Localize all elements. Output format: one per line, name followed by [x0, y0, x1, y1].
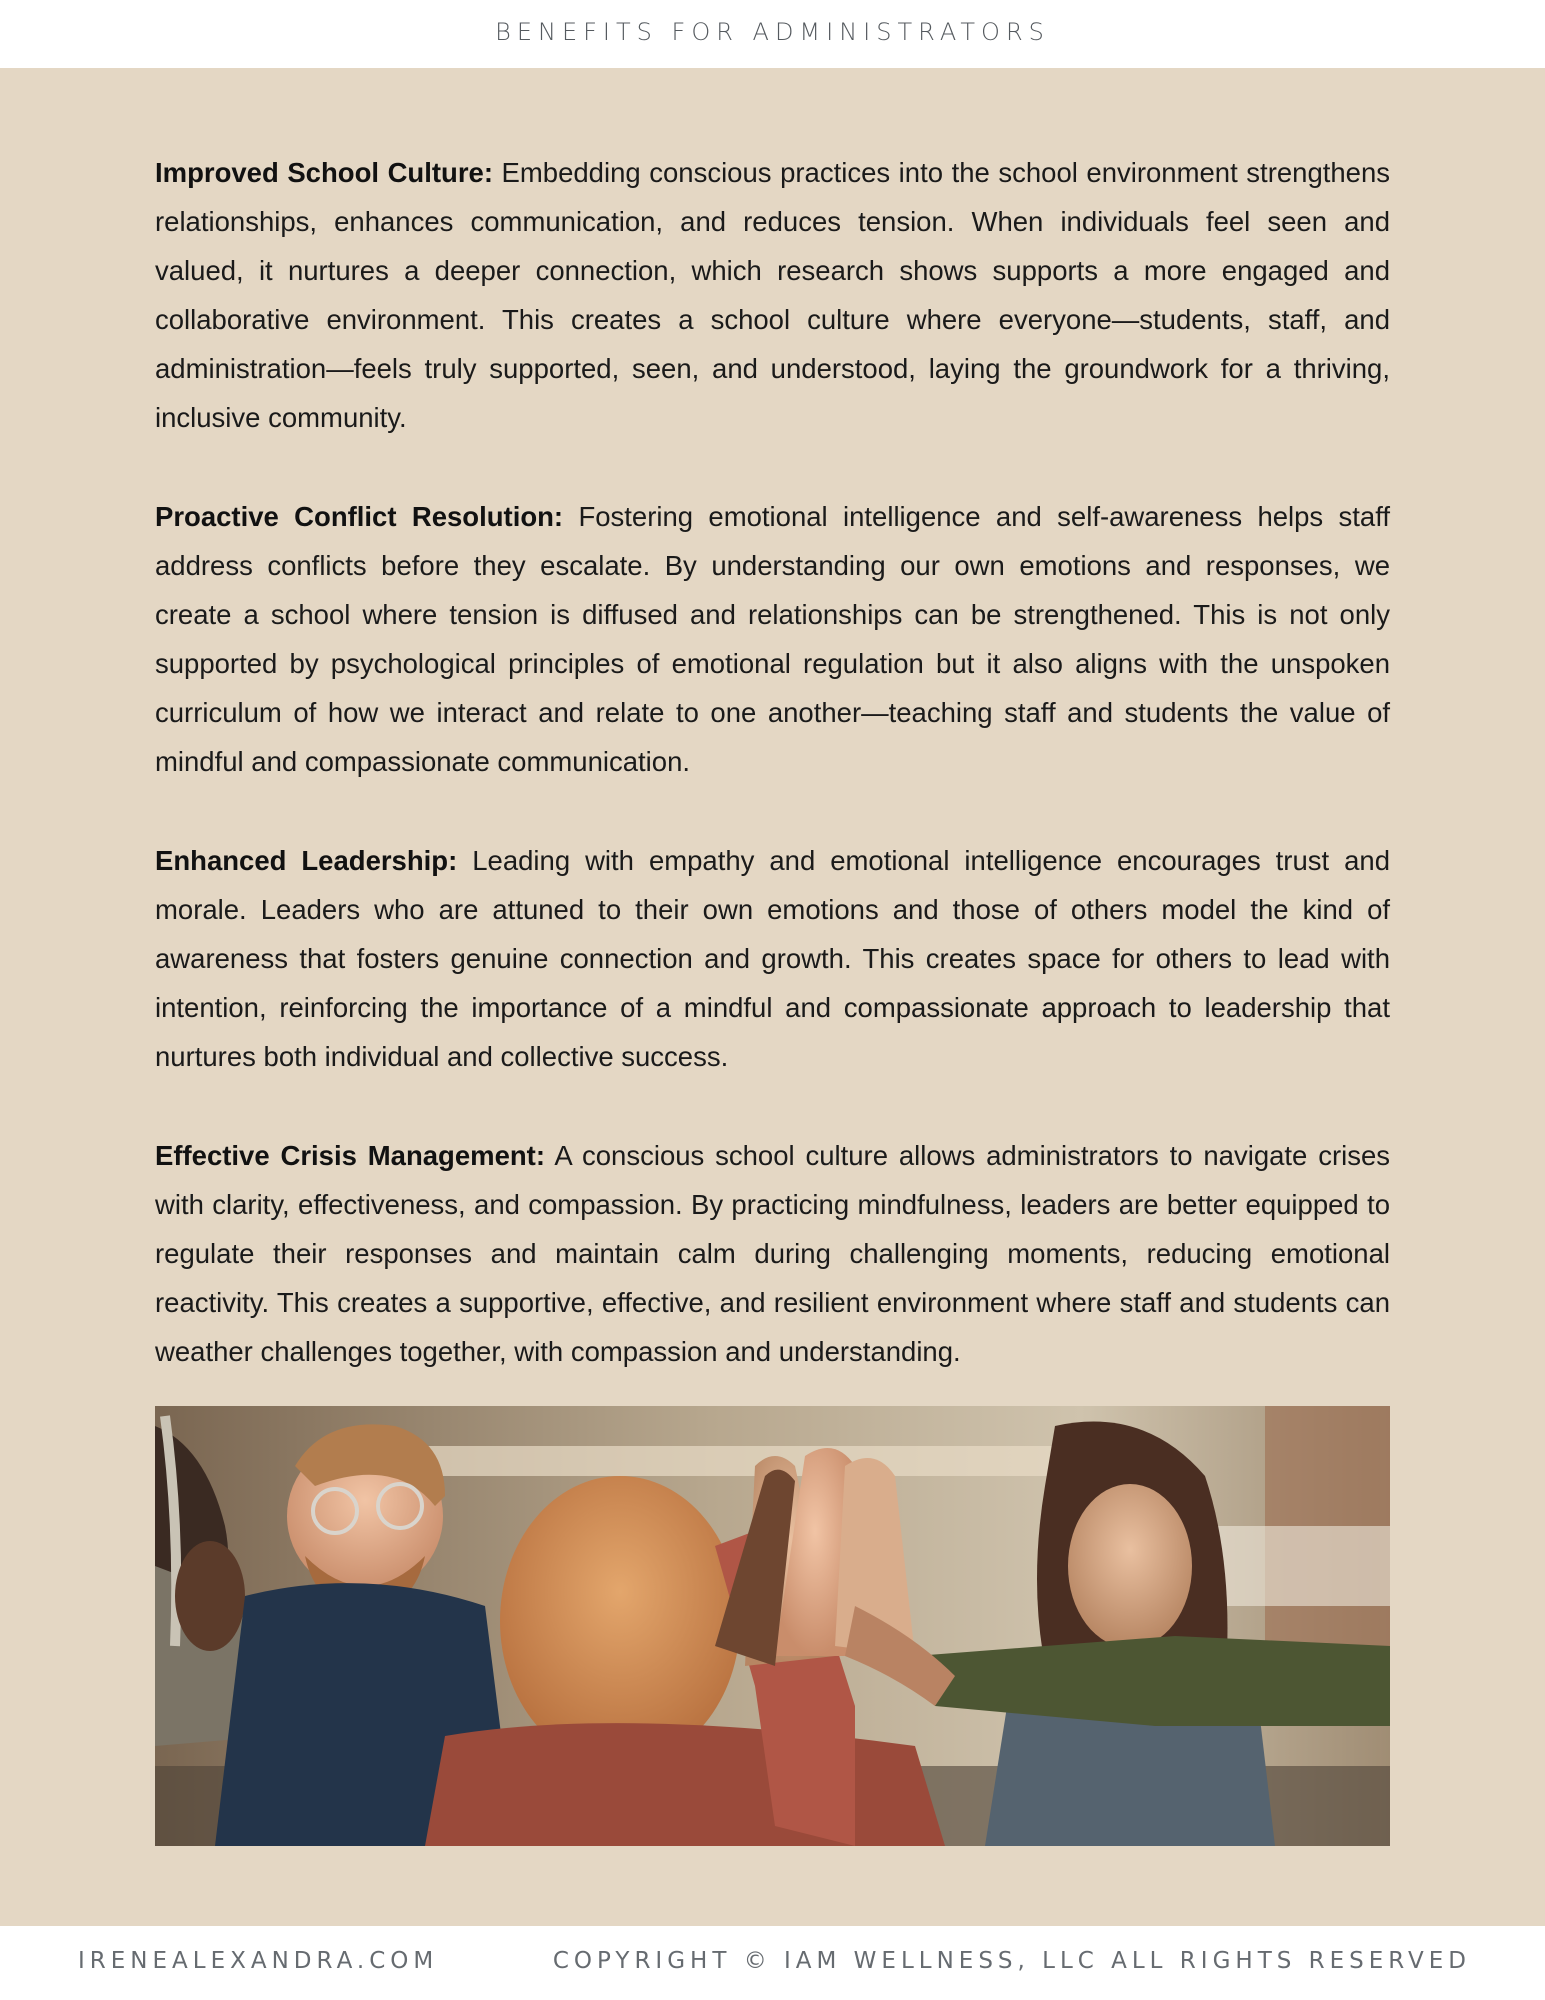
benefit-body: Leading with empathy and emotional intelligence encourages trust and morale. Leaders who are attuned to their own emotions and those of others model the kind of awareness that fosters genuine connection and growth. This creates space for others to lead with intention, reinforcing the importance of a mindful and compassionate approach to leadership that nurtures both individual and collective success. [155, 845, 1390, 1072]
content-area [0, 68, 1545, 1926]
benefit-heading: Enhanced Leadership: [155, 845, 458, 876]
benefit-heading: Effective Crisis Management: [155, 1140, 545, 1171]
benefit-paragraph [155, 836, 1390, 1081]
page-header [0, 0, 1545, 68]
benefit-paragraph [155, 1131, 1390, 1376]
benefits-list [155, 148, 1390, 1426]
benefit-body: Embedding conscious practices into the school environment strengthens relationships, enhances communication, and reduces tension. When individuals feel seen and valued, it nurtures a deeper connection, which research shows supports a more engaged and collaborative environment. This creates a school culture where everyone—students, staff, and administration—feels truly supported, seen, and understood, laying the groundwork for a thriving, inclusive community. [155, 157, 1391, 433]
photo-illustration [155, 1406, 1390, 1846]
benefit-heading: Proactive Conflict Resolution: [155, 501, 564, 532]
page-footer [0, 1926, 1545, 2000]
copyright-notice: COPYRIGHT © IAM WELLNESS, LLC ALL RIGHTS RESERVED [552, 1948, 1471, 1974]
benefit-body: A conscious school culture allows administrators to navigate crises with clarity, effectiveness, and compassion. By practicing mindfulness, leaders are better equipped to regulate their responses and maintain calm during challenging moments, reducing emotional reactivity. This creates a supportive, effective, and resilient environment where staff and students can weather challenges together, with compassion and understanding. [155, 1140, 1391, 1367]
benefit-body: Fostering emotional intelligence and self-awareness helps staff address conflicts before they escalate. By understanding our own emotions and responses, we create a school where tension is diffused and relationships can be strengthened. This is not only supported by psychological principles of emotional regulation but it also aligns with the unspoken curriculum of how we interact and relate to one another—teaching staff and students the value of mindful and compassionate communication. [155, 501, 1390, 777]
website-link[interactable]: IRENEALEXANDRA.COM [78, 1948, 439, 1974]
benefit-heading: Improved School Culture: [155, 157, 493, 188]
page-title: BENEFITS FOR ADMINISTRATORS [495, 18, 1050, 46]
team-hands-photo [155, 1406, 1390, 1846]
benefit-paragraph [155, 148, 1390, 442]
benefit-paragraph [155, 492, 1390, 786]
